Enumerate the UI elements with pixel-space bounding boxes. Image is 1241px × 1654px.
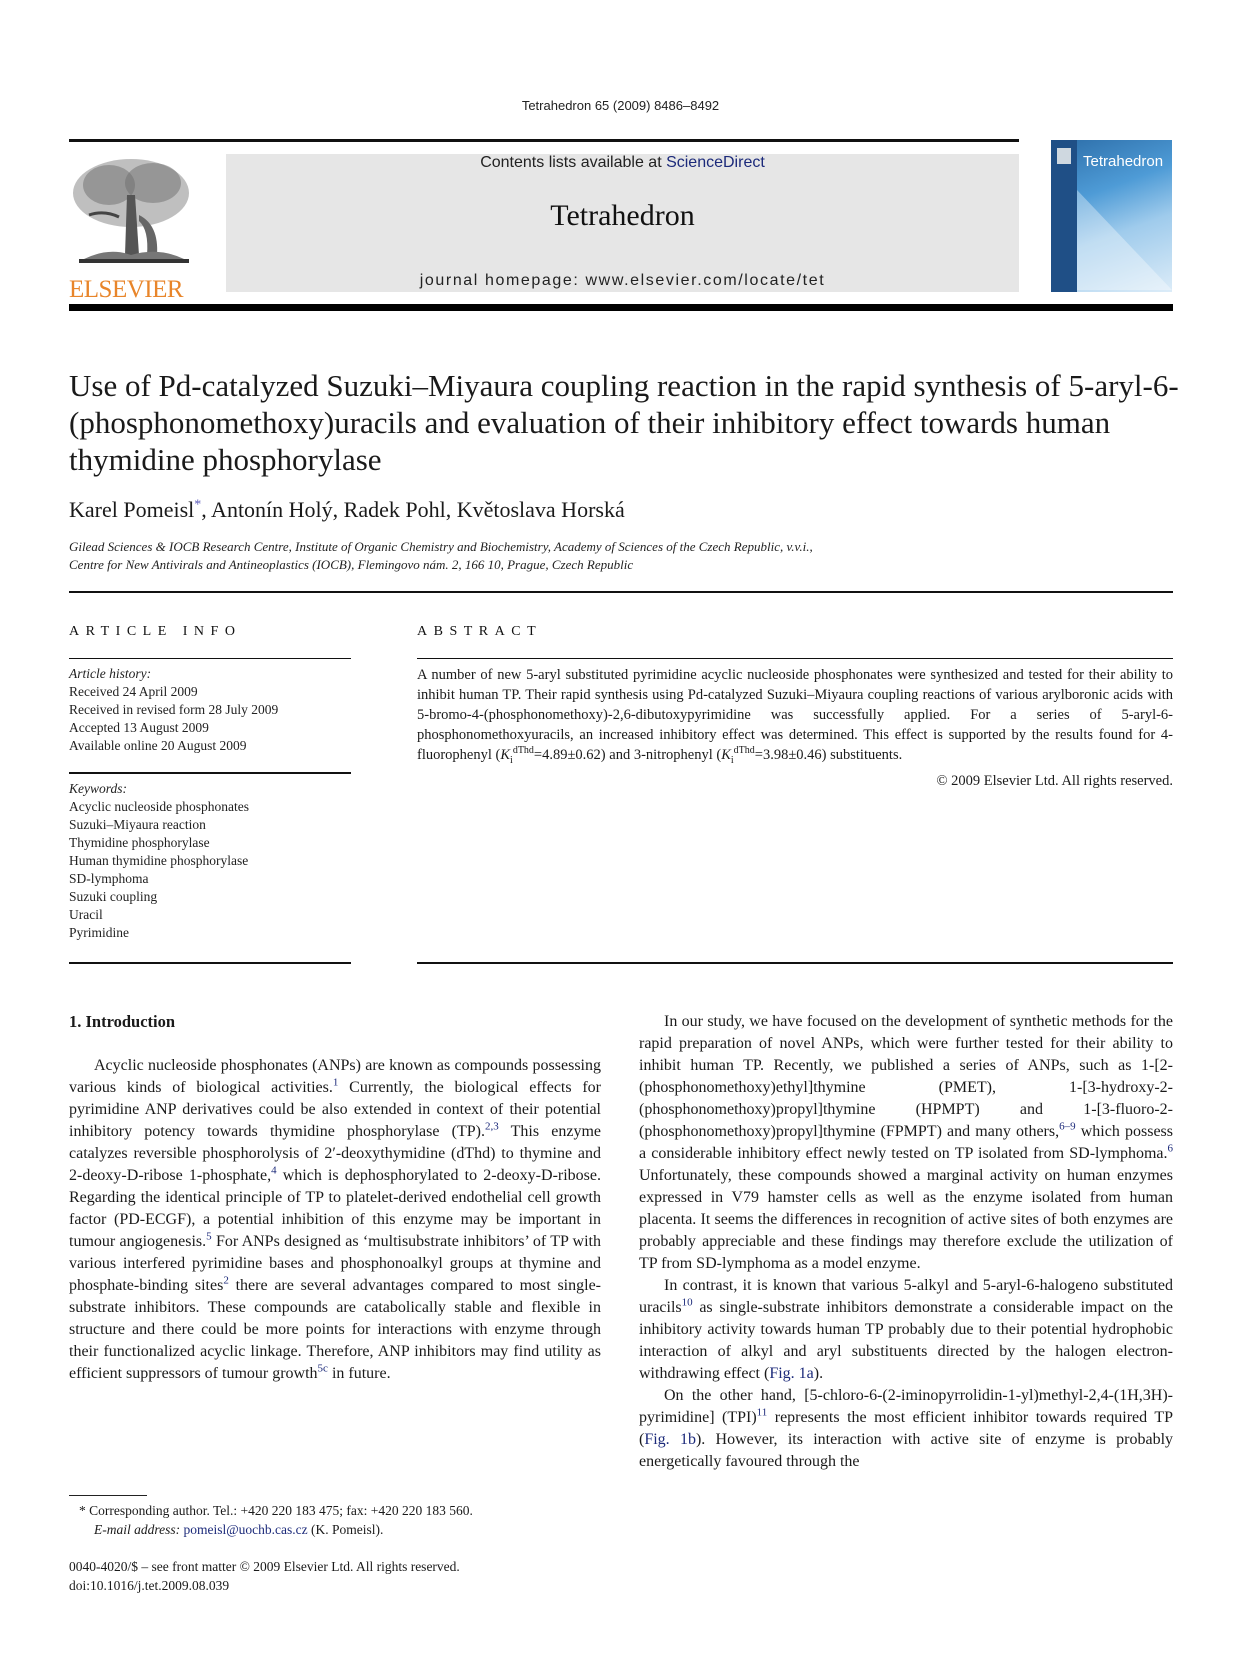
keywords — [69, 780, 249, 942]
header-thick-rule — [69, 304, 1173, 311]
abstract-value-1: =4.89±0.62) and 3-nitrophenyl ( — [533, 747, 722, 763]
ki-symbol: K — [721, 747, 731, 763]
citation-link[interactable]: 1 — [332, 1076, 339, 1089]
keyword-item: Thymidine phosphorylase — [69, 835, 210, 850]
paragraph — [639, 1275, 1173, 1385]
front-matter — [69, 1557, 460, 1595]
article-title: Use of Pd-catalyzed Suzuki–Miyaura coupling reaction in the rapid synthesis of 5-aryl-6-(phosphonomethoxy)uracils and evaluation of their inhibitory effect towards human thymidine phosphorylase — [69, 368, 1179, 477]
paragraph — [639, 1011, 1173, 1275]
text: In contrast, it is known that various 5-alkyl and 5-aryl-6-halogeno substituted uracils — [639, 1277, 1173, 1316]
history-label: Article history: — [69, 666, 152, 681]
affiliation-line-2: Centre for New Antivirals and Antineoplastics (IOCB), Flemingovo nám. 2, 166 10, Prague, Czech Republic — [69, 557, 634, 572]
corresponding-author-footnote — [69, 1501, 473, 1539]
citation-link[interactable]: 11 — [756, 1406, 768, 1419]
footnote-rule — [69, 1495, 147, 1496]
body-column-left — [69, 1011, 601, 1385]
keyword-item: Suzuki coupling — [69, 889, 158, 904]
history-item: Available online 20 August 2009 — [69, 738, 247, 753]
text: ). However, its interaction with active site of enzyme is probably energetically favoured through the — [639, 1431, 1174, 1470]
header-rule — [69, 139, 1019, 142]
running-head: Tetrahedron 65 (2009) 8486–8492 — [521, 98, 720, 113]
keyword-item: Pyrimidine — [69, 925, 129, 940]
author-list — [69, 497, 625, 523]
text: This enzyme catalyzes reversible phosphorolysis of 2′-deoxythymidine (dThd) to thymine and 2-deoxy-D-ribose 1-phosphate, — [69, 1123, 602, 1184]
text: For ANPs designed as ‘multisubstrate inhibitors’ of TP with various interfered pyrimidine bases and phosphonoalkyl groups at thymine and phosphate-binding sites — [69, 1233, 601, 1294]
text: Acyclic nucleoside phosphonates (ANPs) are known as compounds possessing various kinds of biological activities. — [69, 1057, 601, 1096]
contents-prefix: Contents lists available at — [480, 154, 667, 171]
history-item: Accepted 13 August 2009 — [69, 720, 209, 735]
text: which possess a considerable inhibitory effect newly tested on TP isolated from SD-lymphoma. — [639, 1123, 1174, 1162]
abstract-bottom-rule — [417, 962, 1173, 964]
issn-line: 0040-4020/$ – see front matter © 2009 Elsevier Ltd. All rights reserved. — [69, 1559, 460, 1574]
email-label: E-mail address: — [94, 1522, 184, 1537]
body-column-right — [639, 1011, 1173, 1473]
text: there are several advantages compared to most single-substrate inhibitors. These compounds are catabolically stable and flexible in structure and there could be more points for interactions with enzyme through their functionalized acyclic linkage. Therefore, ANP inhibitors may find utility as efficient suppressors of tumour growth — [69, 1277, 602, 1382]
cover-emblem-icon — [1057, 148, 1071, 164]
keyword-item: SD-lymphoma — [69, 871, 149, 886]
citation-link[interactable]: 2,3 — [484, 1120, 499, 1133]
author-first[interactable]: Karel Pomeisl — [69, 497, 195, 522]
abstract-copyright: © 2009 Elsevier Ltd. All rights reserved. — [936, 772, 1173, 789]
journal-cover[interactable] — [1051, 140, 1172, 292]
abstract-rule — [417, 658, 1173, 659]
affiliation-line-1: Gilead Sciences & IOCB Research Centre, Institute of Organic Chemistry and Biochemistry, Academy of Sciences of the Czech Republic, v.v.i., — [69, 539, 813, 554]
journal-banner — [226, 154, 1019, 292]
text: in future. — [327, 1365, 391, 1382]
text: ). — [813, 1365, 824, 1382]
paragraph — [639, 1385, 1173, 1473]
history-item: Received 24 April 2009 — [69, 684, 198, 699]
author-rest: , Antonín Holý, Radek Pohl, Květoslava Horská — [201, 497, 625, 522]
paragraph — [69, 1055, 601, 1385]
abstract-value-2: =3.98±0.46) substituents. — [754, 747, 903, 763]
ki-sup: dThd — [512, 745, 534, 757]
text: represents the most efficient inhibitor towards required TP ( — [639, 1409, 1173, 1448]
journal-title: Tetrahedron — [550, 199, 695, 232]
text: On the other hand, [5-chloro-6-(2-iminopyrrolidin-1-yl)methyl-2,4-(1H,3H)-pyrimidine] (TPI) — [639, 1387, 1173, 1426]
cover-facet — [1077, 190, 1172, 290]
history-item: Received in revised form 28 July 2009 — [69, 702, 279, 717]
citation-link[interactable]: 5 — [206, 1230, 212, 1243]
keywords-label: Keywords: — [69, 781, 127, 796]
text: which is dephosphorylated to 2-deoxy-D-ribose. Regarding the identical principle of TP to platelet-derived endothelial cell growth factor (PD-ECGF), a potential inhibition of this enzyme may be important in tumour angiogenesis. — [69, 1167, 601, 1250]
abstract-text: A number of new 5-aryl substituted pyrimidine acyclic nucleoside phosphonates were synthesized and tested for their ability to inhibit human TP. Their rapid synthesis using Pd-catalyzed Suzuki–Miyaura coupling reactions of various arylboronic acids with 5-bromo-4-(phosphonomethoxy)-2,6-dibutoxypyrimidine was successfully applied. For a series of 5-aryl-6-phosphonomethoxyuracils, an increased inhibitory effect was determined. This effect is supported by the results found for 4-fluorophenyl ( — [417, 667, 1173, 763]
text: Unfortunately, these compounds showed a marginal activity on human enzymes expressed in V79 hamster cells as well as the enzyme isolated from human placenta. It seems the differences in recognition of active sites of both enzymes are probably appreciable and these findings may therefore exclude the utilization of TP from SD-lymphoma as a model enzyme. — [639, 1167, 1173, 1272]
corresponding-author-mark[interactable]: * — [194, 497, 202, 513]
journal-homepage[interactable]: journal homepage: www.elsevier.com/locate/tet — [419, 272, 826, 289]
abstract-heading: ABSTRACT — [417, 624, 543, 639]
section-rule — [69, 591, 1173, 593]
section-heading-introduction: 1. Introduction — [69, 1012, 176, 1031]
article-info-bottom-rule — [69, 962, 351, 964]
article-info-rule — [69, 658, 351, 659]
figure-link[interactable]: Fig. 1b — [644, 1431, 696, 1448]
ki-sup: dThd — [733, 745, 755, 757]
elsevier-wordmark: ELSEVIER — [69, 276, 184, 303]
text: as single-substrate inhibitors demonstrate a considerable impact on the inhibitory activity towards human TP probably due to their potential hydrophobic interaction of alkyl and aryl substituents directed by the halogen electron-withdrawing effect ( — [639, 1299, 1173, 1382]
cover-title: Tetrahedron — [1083, 153, 1164, 170]
citation-link[interactable]: 2 — [223, 1274, 229, 1287]
keyword-item: Suzuki–Miyaura reaction — [69, 817, 206, 832]
keyword-item: Human thymidine phosphorylase — [69, 853, 249, 868]
abstract-body — [417, 665, 1173, 791]
text: Currently, the biological effects for pyrimidine ANP derivatives could be also extended in context of their potential inhibitory potency towards thymidine phosphorylase (TP). — [69, 1079, 602, 1140]
keyword-item: Uracil — [69, 907, 103, 922]
article-info-heading: ARTICLE INFO — [69, 624, 242, 639]
keywords-rule — [69, 772, 351, 774]
affiliation — [69, 538, 813, 574]
citation-link[interactable]: 6 — [1167, 1142, 1173, 1155]
text: In our study, we have focused on the development of synthetic methods for the rapid preparation of novel ANPs, which were further tested for their ability to inhibit human TP. Recently, we published a series of ANPs, such as 1-[2-(phosphonomethoxy)ethyl]thymine (PMET), 1-[3-hydroxy-2-(phosphonomethoxy)propyl]thymine (HPMPT) and 1-[3-fluoro-2-(phosphonomethoxy)propyl]thymine (FPMPT) and many others, — [639, 1013, 1173, 1140]
article-history — [69, 665, 278, 755]
elsevier-logo[interactable] — [69, 155, 197, 303]
doi[interactable]: doi:10.1016/j.tet.2009.08.039 — [69, 1578, 230, 1593]
contents-line — [226, 154, 1019, 172]
sciencedirect-link[interactable]: ScienceDirect — [666, 154, 765, 171]
tree-logo-icon — [69, 155, 193, 273]
ki-sub: i — [510, 754, 513, 766]
figure-link[interactable]: Fig. 1a — [769, 1365, 814, 1382]
footnote-contact: Corresponding author. Tel.: +420 220 183 475; fax: +420 220 183 560. — [85, 1503, 473, 1518]
citation-link[interactable]: 5c — [317, 1362, 328, 1375]
keyword-item: Acyclic nucleoside phosphonates — [69, 799, 249, 814]
email-suffix: (K. Pomeisl). — [307, 1522, 384, 1537]
email-link[interactable]: pomeisl@uochb.cas.cz — [183, 1522, 308, 1537]
ki-symbol: K — [500, 747, 511, 763]
citation-link[interactable]: 4 — [271, 1164, 277, 1177]
ki-sub: i — [730, 754, 734, 766]
footnote-mark: * — [79, 1503, 86, 1518]
citation-link[interactable]: 10 — [681, 1296, 693, 1309]
citation-link[interactable]: 6–9 — [1059, 1120, 1076, 1133]
